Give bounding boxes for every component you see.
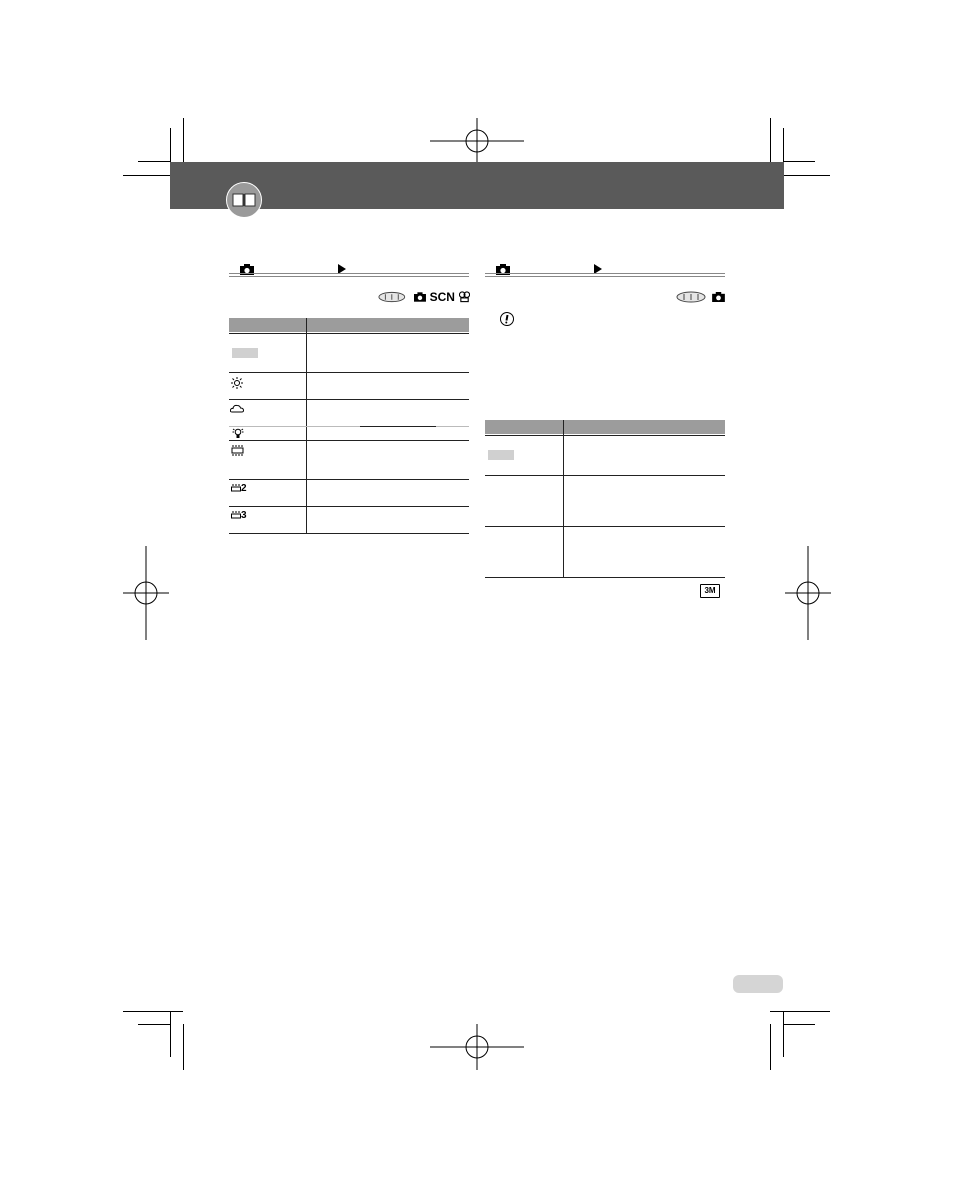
- left-mode-row: [378, 290, 470, 304]
- size-3m-badge: 3M: [700, 584, 720, 598]
- registration-target-right: [785, 546, 831, 640]
- cloudy-icon: [230, 404, 244, 413]
- mode-dial-icon: [676, 291, 706, 303]
- right-mode-row: [676, 290, 726, 304]
- right-table-header: [485, 420, 725, 434]
- fluorescent-3-icon: 3: [231, 511, 247, 521]
- caution-icon: [500, 312, 514, 326]
- left-table-header: [229, 318, 469, 332]
- registration-target-bottom: [430, 1024, 524, 1070]
- page-number-tab: [733, 975, 783, 993]
- fluorescent-2-icon: 2: [231, 484, 247, 494]
- camera-icon: [712, 292, 725, 302]
- auto-chip: [232, 348, 258, 358]
- registration-target-left: [123, 546, 169, 640]
- left-section-rule: [229, 273, 469, 277]
- right-section-rule: [485, 273, 725, 277]
- camera-icon: [414, 292, 426, 302]
- chapter-banner: [170, 162, 784, 209]
- scn-label: SCN: [429, 290, 455, 304]
- sunny-icon: [231, 377, 243, 389]
- tungsten-icon: [232, 427, 244, 439]
- book-icon: [226, 182, 262, 218]
- auto-chip: [488, 450, 514, 460]
- registration-target-top: [430, 118, 524, 164]
- movie-icon: [459, 291, 470, 303]
- mode-dial-icon: [378, 291, 406, 303]
- fluorescent-1-icon: [231, 445, 245, 456]
